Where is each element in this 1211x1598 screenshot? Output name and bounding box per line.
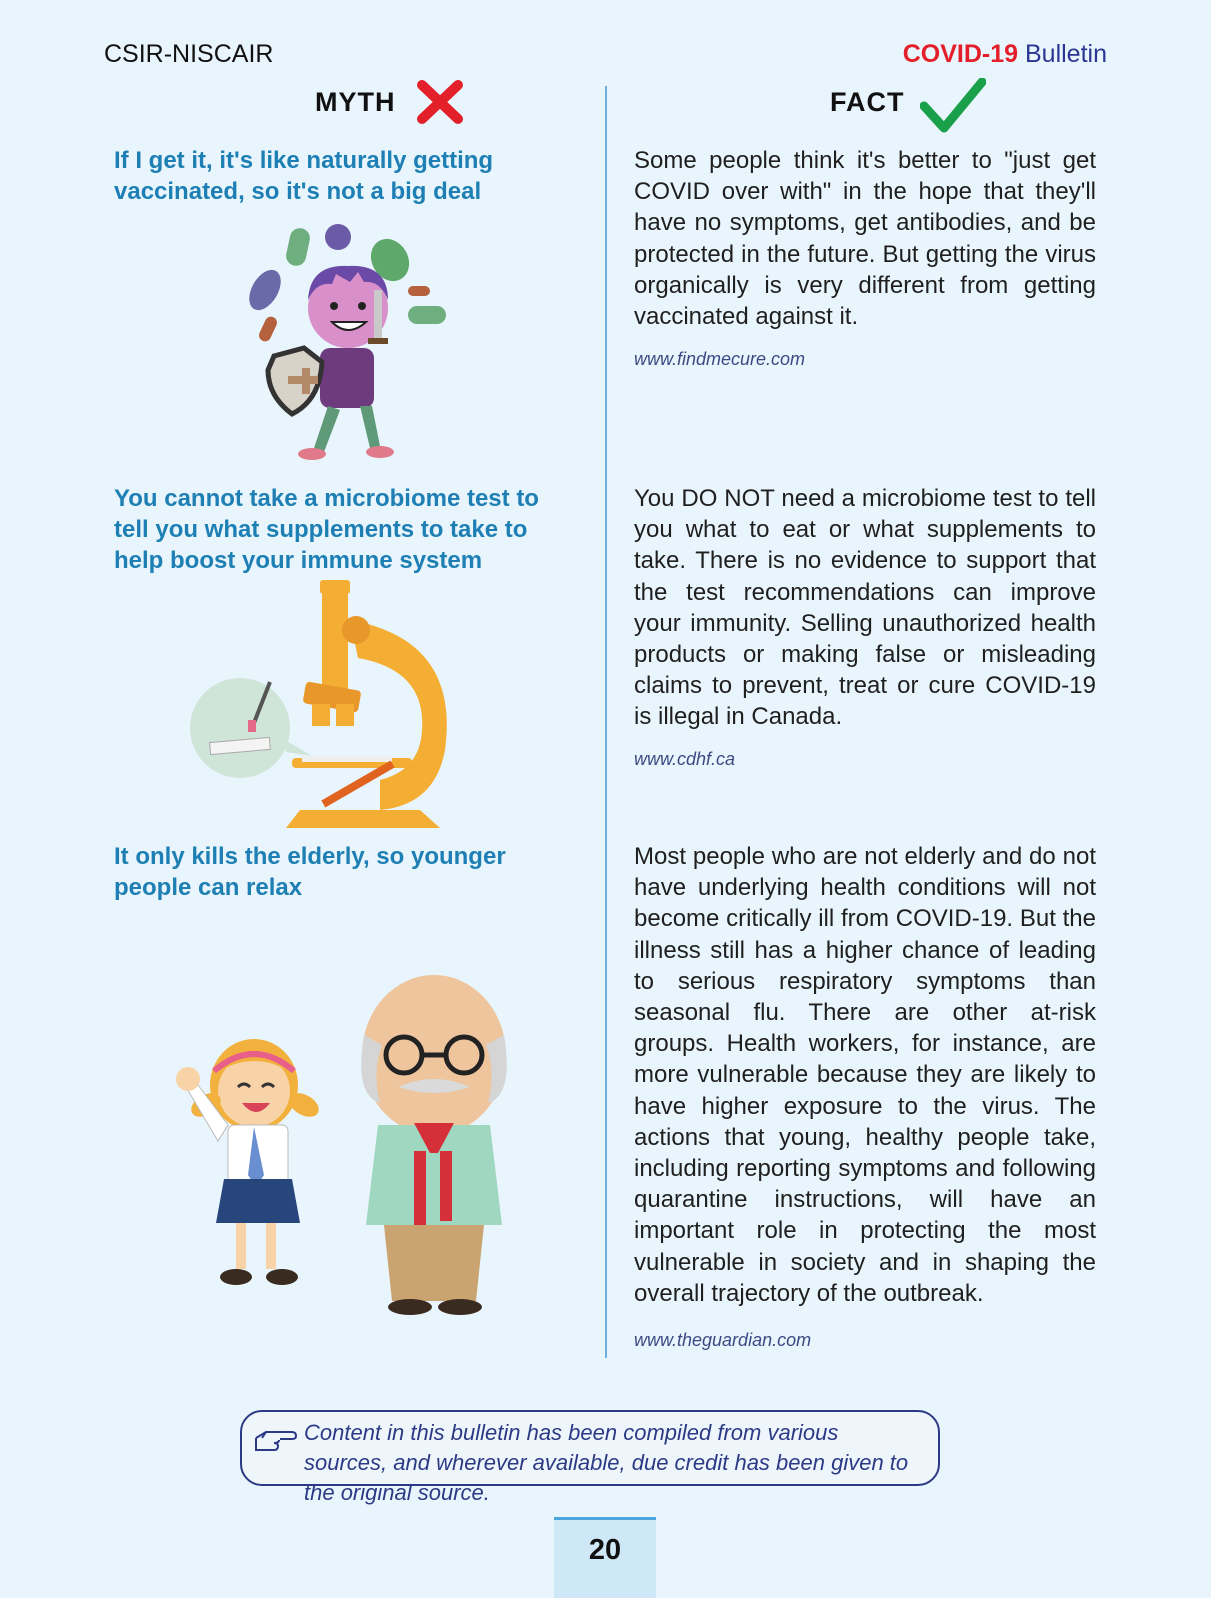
source-link-3[interactable]: www.theguardian.com [634, 1330, 812, 1350]
attribution-note-text: Content in this bulletin has been compiled from various sources, and wherever available, due credit has been given to the original source. [304, 1420, 909, 1505]
bulletin-title-covid: COVID-19 [902, 40, 1019, 68]
publisher-name: CSIR-NISCAIR [104, 40, 274, 68]
attribution-note [240, 1410, 940, 1505]
cross-icon [416, 79, 464, 125]
source-link-1[interactable]: www.findmecure.com [634, 349, 806, 369]
column-divider [605, 86, 607, 1358]
boy-with-shield-illustration [240, 220, 460, 470]
girl-and-grandfather-illustration [158, 975, 528, 1335]
fact-text-3: Most people who are not elderly and do not have underlying health conditions will not become critically ill from COVID-19. But the illness still has a higher chance of leading to serious respiratory symptoms than seasonal flu. There are other at-risk groups. Health workers, for instance, are more vulnerable because they are likely to have higher exposure to the virus. The actions that young, healthy people take, including reporting symptoms and following quarantine instructions, will have an important role in protecting the most vulnerable in society and in shaping the overall trajectory of the outbreak. [634, 843, 1096, 1307]
myth-text-2: You cannot take a microbiome test to tell you what supplements to take to help boost your immune system [114, 485, 539, 574]
bulletin-title-word: Bulletin [1018, 40, 1107, 68]
check-icon [920, 78, 986, 136]
fact-heading: FACT [830, 87, 905, 117]
myth-text-3: It only kills the elderly, so younger people can relax [114, 843, 506, 901]
pointing-hand-icon [252, 1426, 298, 1456]
page-number: 20 [554, 1517, 656, 1598]
myth-heading: MYTH [315, 87, 396, 117]
fact-text-1: Some people think it's better to "just get COVID over with" in the hope that they'll have no symptoms, get antibodies, and be protected in the future. But getting the virus organically is very different from getting vaccinated against it. [634, 147, 1096, 331]
bulletin-title [903, 40, 1107, 69]
myth-text-1: If I get it, it's like naturally getting vaccinated, so it's not a big deal [114, 147, 494, 205]
source-link-2[interactable]: www.cdhf.ca [634, 749, 736, 769]
fact-text-2: You DO NOT need a microbiome test to tell you what to eat or what supplements to take. There is no evidence to support that the test recommendations can improve your immunity. Selling unauthorized health products or making false or misleading claims to prevent, treat or cure COVID-19 is illegal in Canada. [634, 485, 1096, 731]
microscope-illustration [190, 580, 470, 838]
